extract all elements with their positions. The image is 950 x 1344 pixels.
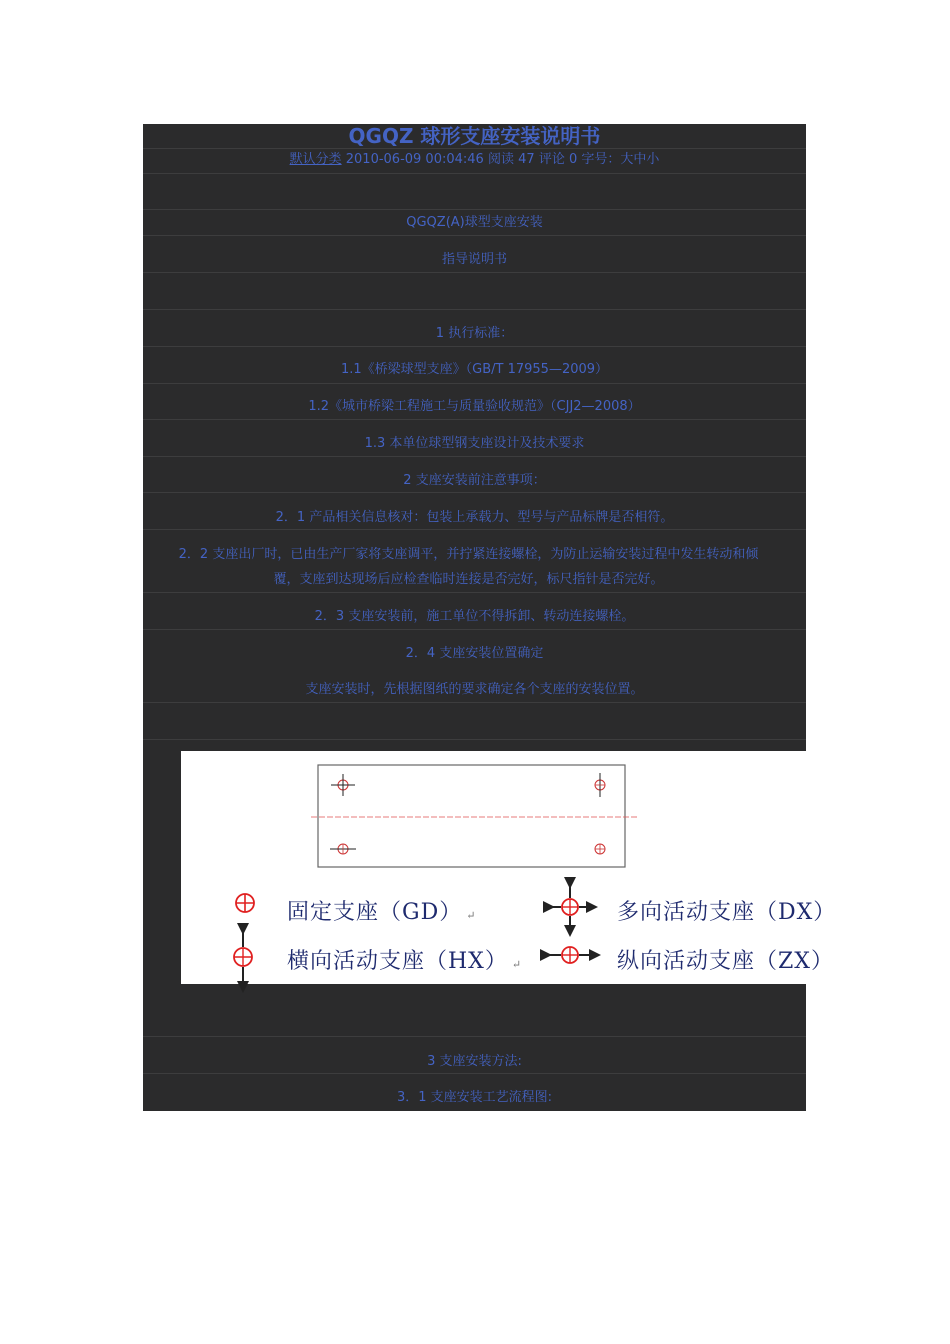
section-1-2: 1.2《城市桥梁工程施工与质量验收规范》（CJJ2—2008）	[308, 399, 641, 414]
section-1-3: 1.3 本单位球型钢支座设计及技术要求	[364, 436, 585, 451]
return-mark: ↵	[511, 958, 523, 971]
comments-label: 评论	[538, 152, 565, 167]
return-mark: ↵	[466, 909, 477, 922]
reads-count: 47	[518, 152, 535, 167]
section-2-4-body: 支座安装时，先根据图纸的要求确定各个支座的安装位置。	[305, 682, 644, 697]
legend-zx-label: 纵向活动支座（ZX）	[617, 949, 834, 974]
legend-hx	[287, 944, 522, 975]
legend-dx-label: 多向活动支座（DX）	[617, 900, 837, 925]
section-2-2	[143, 542, 806, 592]
legend-zx	[617, 944, 834, 975]
hx-bearing-symbol	[595, 773, 605, 797]
bearing-plate	[318, 765, 625, 867]
section-2-2-line2: 覆，支座到达现场后应检查临时连接是否完好，标尺指针是否完好。	[273, 572, 664, 587]
row-divider	[143, 1000, 806, 1037]
reads-label: 阅读	[487, 152, 514, 167]
section-2-2-line1: 2．2 支座出厂时，已由生产厂家将支座调平，并拧紧连接螺栓，为防止运输安装过程中发生转动和倾	[178, 547, 759, 562]
bearing-layout-figure	[181, 751, 837, 984]
gd-bearing-symbol	[595, 844, 605, 854]
section-2-title: 2 支座安装前注意事项：	[403, 473, 546, 488]
category-link[interactable]: 默认分类	[289, 152, 342, 167]
section-1-title: 1 执行标准：	[435, 326, 514, 341]
doc-heading-2: 指导说明书	[441, 252, 507, 267]
legend-gd	[287, 895, 476, 926]
legend-hx-icon	[234, 929, 252, 987]
legend-gd-label: 固定支座（GD）	[287, 900, 463, 925]
row-divider	[143, 273, 806, 310]
article-title: QGQZ 球形支座安装说明书	[348, 124, 601, 148]
legend-gd-icon	[236, 894, 254, 912]
post-datetime: 2010-06-09 00:04:46	[345, 152, 484, 167]
section-1-1: 1.1《桥梁球型支座》（GB/T 17955—2009）	[340, 362, 609, 377]
zx-bearing-symbol	[330, 844, 356, 854]
legend-zx-icon	[546, 947, 595, 963]
legend-dx	[617, 895, 836, 926]
row-divider	[143, 174, 806, 210]
doc-heading-1: QGQZ(A)球型支座安装	[406, 215, 543, 230]
font-size-control[interactable]: 字号：大中小	[581, 152, 660, 167]
legend-hx-label: 横向活动支座（HX）	[287, 949, 508, 974]
dx-bearing-symbol	[331, 774, 355, 796]
row-divider	[143, 703, 806, 740]
section-3-title: 3 支座安装方法:	[427, 1054, 522, 1069]
section-2-3: 2．3 支座安装前，施工单位不得拆卸、转动连接螺栓。	[314, 609, 635, 624]
comments-count: 0	[568, 152, 578, 167]
legend-dx-icon	[549, 883, 592, 931]
section-2-4: 2．4 支座安装位置确定	[405, 646, 544, 661]
section-2-1: 2．1 产品相关信息核对：包装上承载力、型号与产品标牌是否相符。	[275, 510, 674, 525]
section-3-1: 3．1 支座安装工艺流程图:	[396, 1090, 553, 1105]
article-meta	[143, 150, 806, 170]
